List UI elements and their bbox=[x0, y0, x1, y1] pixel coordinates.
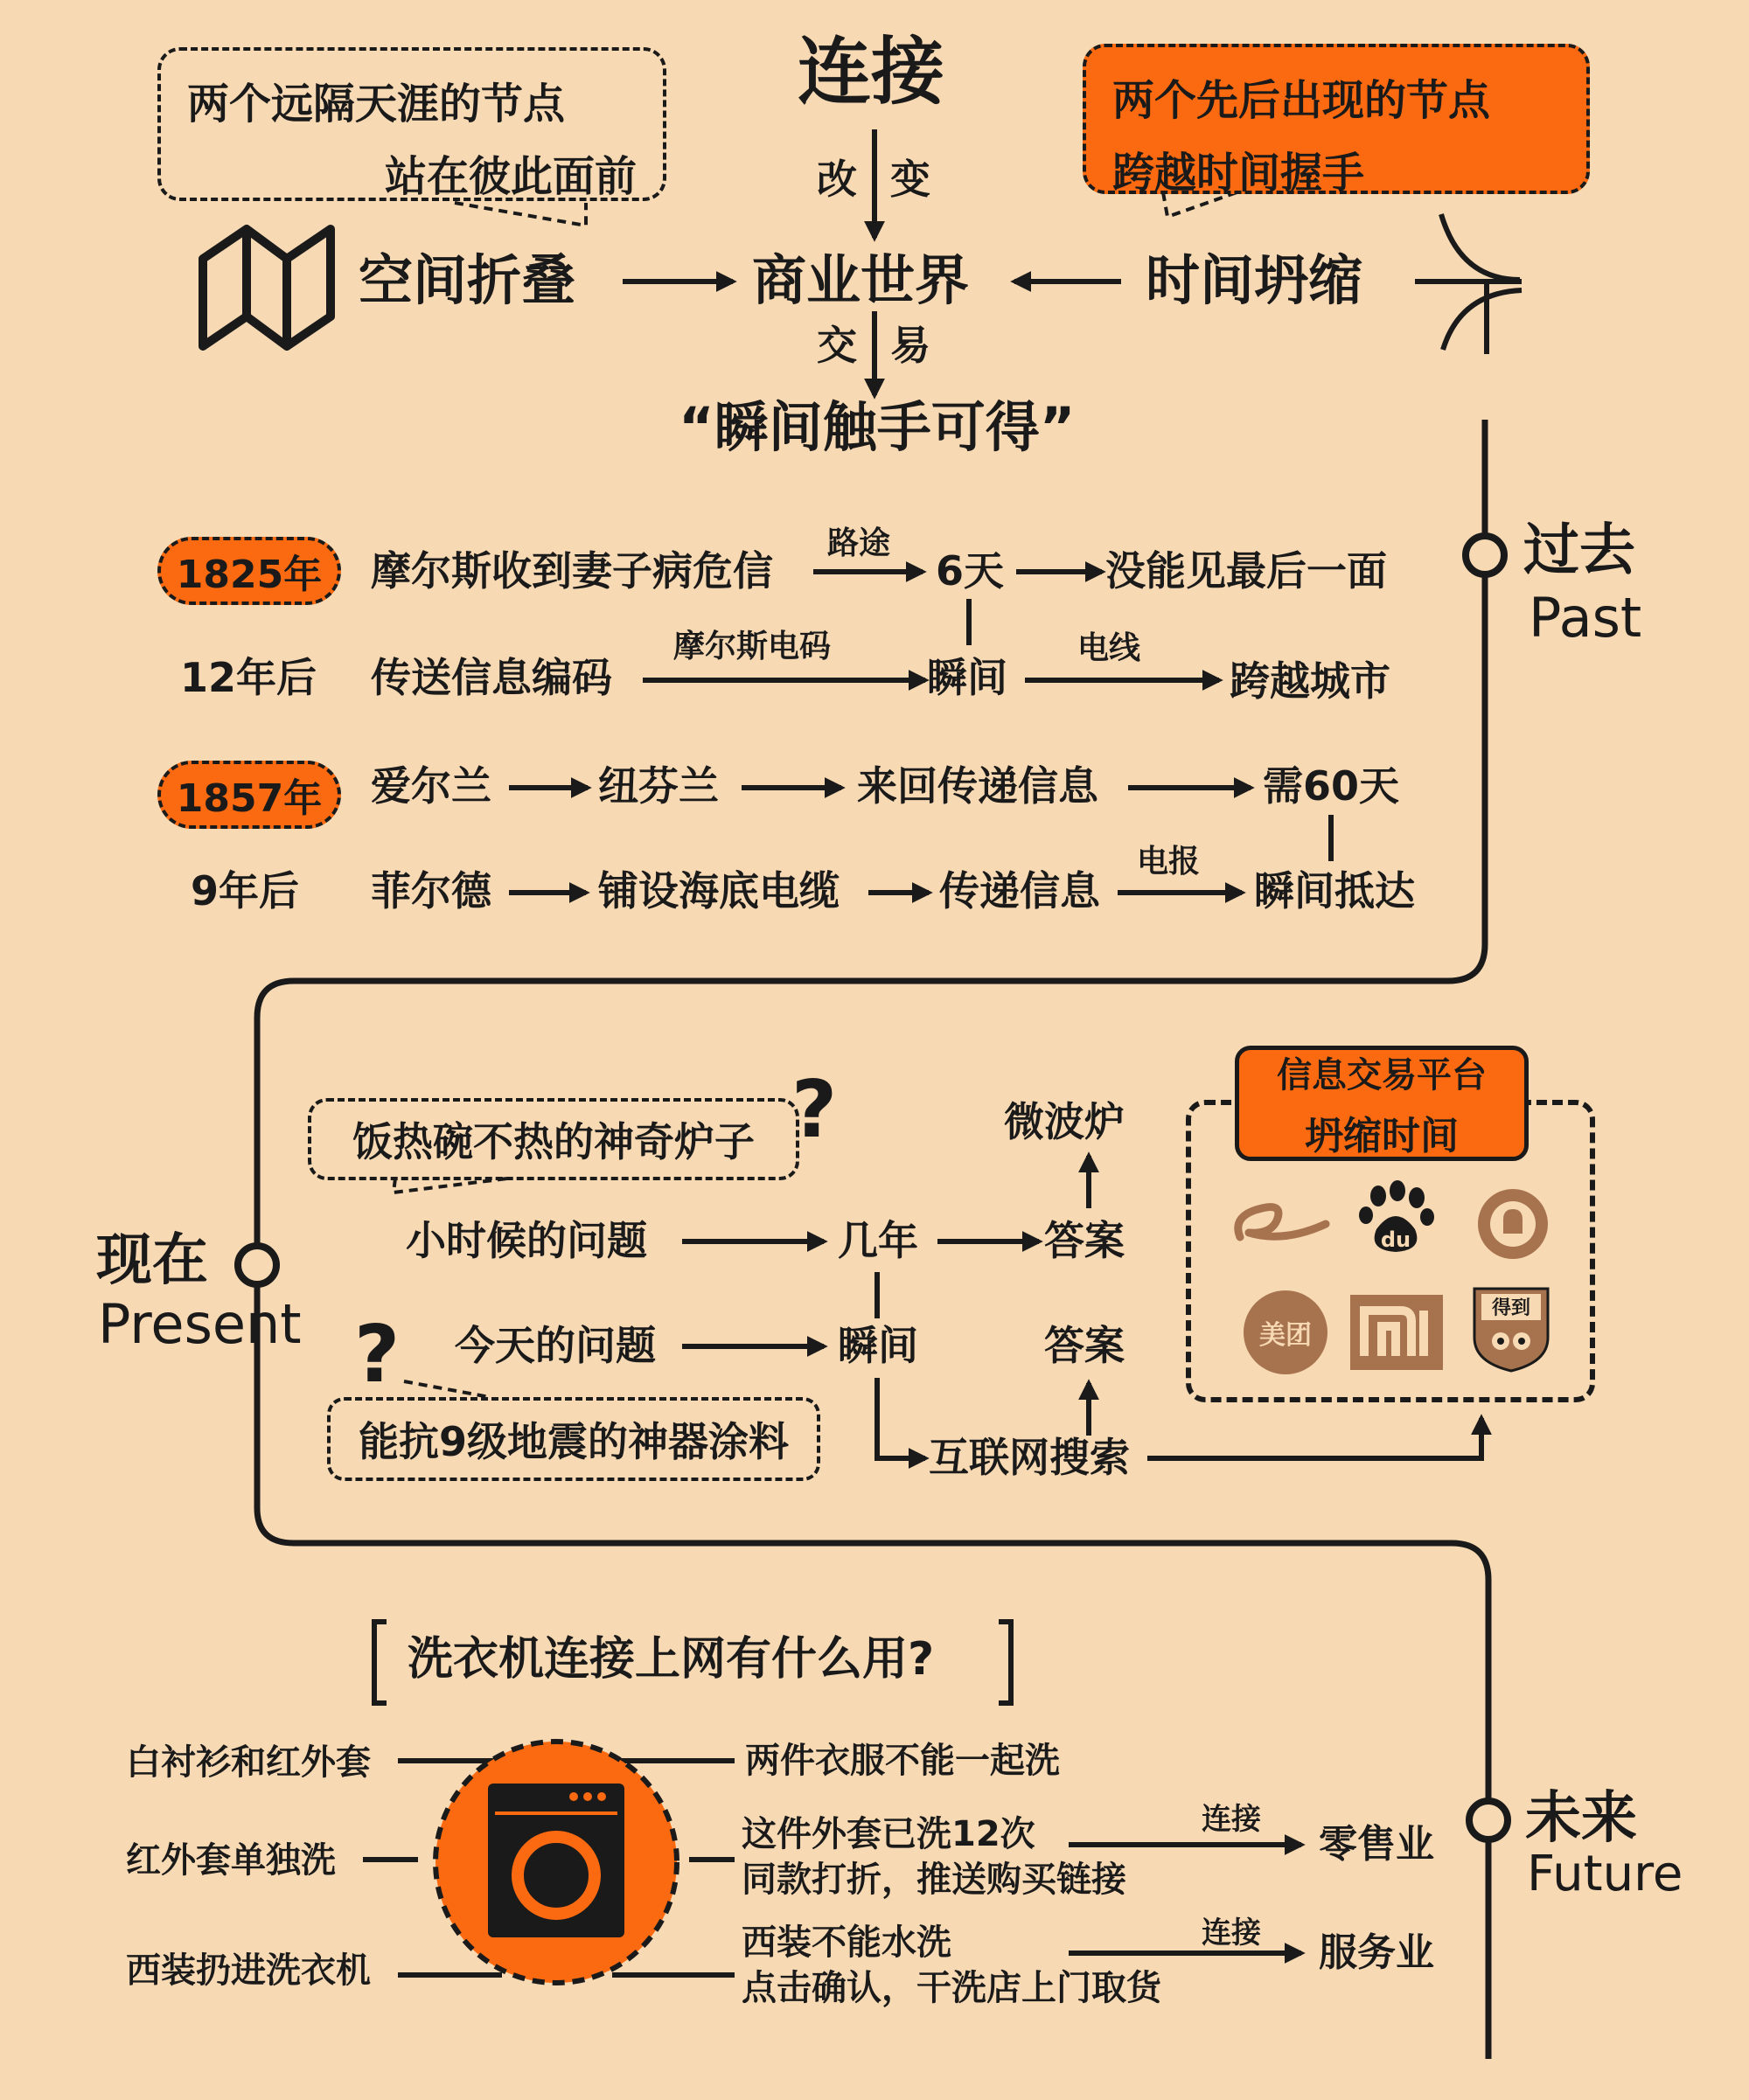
past-row4-transmit: 传递信息 bbox=[939, 867, 1100, 914]
year-1825-badge: 1825年 bbox=[157, 537, 341, 605]
past-row4-result: 瞬间抵达 bbox=[1254, 867, 1415, 914]
past-row1-event: 摩尔斯收到妻子病危信 bbox=[371, 547, 773, 595]
connect-title: 连接 bbox=[798, 29, 945, 115]
dedao-logo bbox=[1467, 1285, 1555, 1373]
bubble-paint bbox=[327, 1397, 820, 1481]
future-left-2: 红外套单独洗 bbox=[126, 1840, 336, 1881]
past-row4-field: 菲尔德 bbox=[371, 867, 491, 914]
bubble-left-line2: 站在彼此面前 bbox=[384, 152, 637, 201]
microwave-label: 微波炉 bbox=[1004, 1098, 1125, 1145]
future-right-2b: 同款打折，推送购买链接 bbox=[742, 1860, 1126, 1900]
platform-title-badge bbox=[1235, 1046, 1529, 1161]
business-world-label: 商业世界 bbox=[752, 248, 970, 312]
past-row1-route: 路途 bbox=[827, 525, 891, 561]
past-row3-days: 需60天 bbox=[1263, 762, 1400, 810]
xiaomi-logo bbox=[1348, 1289, 1445, 1376]
future-connect-3: 连接 bbox=[1202, 1916, 1261, 1950]
past-row4-cable: 铺设海底电缆 bbox=[598, 867, 840, 914]
change-left-char: 改 bbox=[817, 156, 857, 203]
alibaba-logo bbox=[1223, 1180, 1336, 1268]
future-right-2a: 这件外套已洗12次 bbox=[742, 1814, 1035, 1854]
past-row3-ireland: 爱尔兰 bbox=[371, 762, 491, 810]
future-label-cn: 未来 bbox=[1525, 1786, 1637, 1851]
service-label: 服务业 bbox=[1319, 1930, 1434, 1975]
answer-1: 答案 bbox=[1044, 1217, 1125, 1264]
meituan-logo bbox=[1242, 1289, 1329, 1376]
bubble-left bbox=[157, 47, 666, 201]
bubble-right bbox=[1083, 44, 1590, 198]
future-node bbox=[1469, 1801, 1508, 1839]
future-right-3a: 西装不能水洗 bbox=[742, 1923, 951, 1963]
future-left-1: 白衬衫和红外套 bbox=[126, 1742, 371, 1783]
future-label-en: Future bbox=[1527, 1846, 1683, 1902]
bubble-left-line1: 两个远隔天涯的节点 bbox=[187, 80, 566, 129]
past-row3-newfoundland: 纽芬兰 bbox=[598, 762, 719, 810]
childhood-question: 小时候的问题 bbox=[406, 1217, 647, 1264]
svg-text:?: ? bbox=[791, 1064, 838, 1156]
past-row1-result: 没能见最后一面 bbox=[1105, 547, 1387, 595]
past-later-9: 9年后 bbox=[191, 867, 300, 914]
bubble-paint-text: 能抗9级地震的神器涂料 bbox=[358, 1418, 789, 1465]
future-right-3b: 点击确认，干洗店上门取货 bbox=[742, 1968, 1161, 2008]
past-label-cn: 过去 bbox=[1523, 518, 1635, 583]
future-left-3: 西装扔进洗衣机 bbox=[126, 1950, 371, 1991]
today-question: 今天的问题 bbox=[455, 1322, 656, 1369]
baidu-logo bbox=[1352, 1177, 1439, 1264]
bubble-stove-text: 饭热碗不热的神奇炉子 bbox=[352, 1118, 755, 1165]
time-collapse-label: 时间坍缩 bbox=[1146, 248, 1363, 312]
present-label-cn: 现在 bbox=[96, 1228, 208, 1293]
past-row2-morse: 摩尔斯电码 bbox=[673, 629, 832, 664]
trade-left-char: 交 bbox=[817, 322, 857, 369]
past-node bbox=[1466, 536, 1504, 574]
past-label-en: Past bbox=[1529, 586, 1642, 650]
meituan-logo-text: 美团 bbox=[1244, 1290, 1327, 1374]
past-row2-result: 跨越城市 bbox=[1230, 657, 1390, 705]
few-years-label: 几年 bbox=[838, 1217, 918, 1264]
bubble-right-line2: 跨越时间握手 bbox=[1112, 149, 1365, 198]
past-row2-event: 传送信息编码 bbox=[371, 654, 612, 701]
space-fold-label: 空间折叠 bbox=[359, 248, 576, 312]
trade-right-char: 易 bbox=[890, 322, 930, 369]
past-row2-instant: 瞬间 bbox=[927, 654, 1007, 701]
bubble-right-line1: 两个先后出现的节点 bbox=[1112, 76, 1491, 125]
future-connect-2: 连接 bbox=[1202, 1802, 1261, 1837]
platform-title-line1: 信息交易平台 bbox=[1277, 1054, 1487, 1095]
past-row3-exchange: 来回传递信息 bbox=[857, 762, 1098, 810]
past-row1-days: 6天 bbox=[936, 547, 1005, 595]
retail-label: 零售业 bbox=[1319, 1822, 1434, 1867]
past-row2-wire: 电线 bbox=[1077, 630, 1141, 666]
svg-text:?: ? bbox=[354, 1309, 401, 1401]
present-label-en: Present bbox=[98, 1292, 302, 1356]
year-1857-badge: 1857年 bbox=[157, 761, 341, 829]
past-later-12: 12年后 bbox=[180, 654, 317, 701]
dedao-logo-text: 得到 bbox=[1491, 1297, 1531, 1319]
change-right-char: 变 bbox=[890, 156, 930, 203]
future-question: 洗衣机连接上网有什么用? bbox=[408, 1633, 935, 1686]
past-row4-telegraph: 电报 bbox=[1137, 844, 1201, 880]
map-icon bbox=[203, 229, 331, 346]
washing-machine-icon bbox=[436, 1742, 677, 1983]
platform-title-line2: 坍缩时间 bbox=[1305, 1113, 1459, 1158]
logo-3 bbox=[1469, 1180, 1557, 1268]
answer-2: 答案 bbox=[1044, 1322, 1125, 1369]
future-right-1: 两件衣服不能一起洗 bbox=[745, 1741, 1060, 1781]
internet-search-label: 互联网搜索 bbox=[929, 1434, 1130, 1481]
instant-label: 瞬间 bbox=[838, 1322, 918, 1369]
baidu-logo-text: du bbox=[1380, 1227, 1411, 1252]
present-node bbox=[238, 1246, 276, 1284]
instant-quote: “瞬间触手可得” bbox=[679, 395, 1076, 459]
bubble-stove bbox=[308, 1098, 799, 1180]
